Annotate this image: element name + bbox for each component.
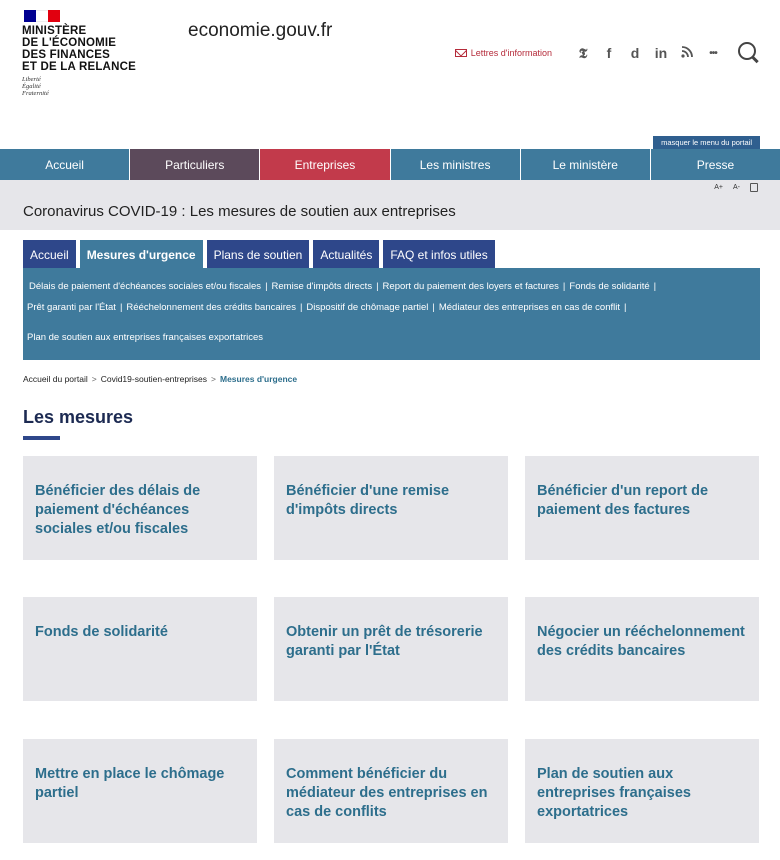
header-tools [455, 42, 760, 64]
linkedin-icon[interactable]: in [654, 45, 668, 61]
republic-motto: Liberté Égalité Fraternité [22, 76, 49, 97]
measure-card[interactable] [525, 739, 759, 843]
measure-card-title: Plan de soutien aux entreprises françaises exportatrices [537, 766, 691, 820]
rss-icon[interactable] [674, 46, 700, 61]
decrease-font-button[interactable]: A- [733, 184, 740, 191]
increase-font-button[interactable]: A+ [714, 184, 723, 191]
page-title: Les mesures [23, 407, 134, 427]
government-logo[interactable] [22, 10, 152, 97]
measure-card-title: Bénéficier d'un report de paiement des factures [537, 483, 709, 518]
measure-card[interactable] [274, 739, 508, 843]
measure-card-title: Bénéficier d'une remise d'impôts directs [286, 483, 450, 518]
nav-ministres[interactable]: Les ministres [391, 149, 521, 180]
measure-card-title: Comment bénéficier du médiateur des entreprises en cas de conflits [286, 766, 488, 820]
tab-plans-soutien[interactable]: Plans de soutien [207, 240, 310, 269]
facebook-icon[interactable]: f [606, 45, 612, 61]
twitter-icon[interactable]: 𝕿 [578, 44, 588, 61]
print-icon[interactable] [750, 183, 758, 192]
measure-card-title: Bénéficier des délais de paiement d'échéances sociales et/ou fiscales [35, 483, 201, 537]
nav-presse[interactable]: Presse [651, 149, 780, 180]
newsletter-link[interactable] [455, 48, 552, 58]
breadcrumb: Accueil du portail > Covid19-soutien-entreprises > Mesures d'urgence [23, 374, 298, 384]
breadcrumb-current: Mesures d'urgence [219, 374, 298, 384]
measure-card[interactable] [23, 739, 257, 843]
sub-links-panel: Délais de paiement d'échéances sociales et/ou fiscales | Remise d'impôts directs | Report du paiement des loyers et factures | Fonds de solidarité | Prêt garanti par l'État | Rééchelonnement des crédits bancaires | Dispositif de chômage partiel | Médiateur des entreprises en cas de conflit | Plan de soutien aux entreprises françaises exportatrices [23, 268, 760, 360]
measure-card-title: Obtenir un prêt de trésorerie garanti par l'État [286, 624, 483, 659]
more-icon[interactable]: ••• [709, 47, 717, 59]
sub-link-reechelonnement[interactable]: Rééchelonnement des crédits bancaires [126, 302, 296, 313]
sub-link-report[interactable]: Report du paiement des loyers et factures [382, 281, 559, 292]
title-underline [23, 436, 60, 440]
sub-link-mediateur[interactable]: Médiateur des entreprises en cas de conflit [438, 302, 620, 313]
dailymotion-icon[interactable]: d [630, 45, 640, 61]
measure-card-title: Fonds de solidarité [35, 624, 168, 640]
sub-link-fonds[interactable]: Fonds de solidarité [569, 281, 650, 292]
section-tabs [23, 240, 499, 269]
tab-accueil[interactable]: Accueil [23, 240, 76, 269]
nav-entreprises[interactable]: Entreprises [260, 149, 390, 180]
sub-link-pret[interactable]: Prêt garanti par l'État [27, 302, 116, 313]
hide-portal-menu-button[interactable]: masquer le menu du portail [653, 136, 760, 149]
site-name-link[interactable]: economie.gouv.fr [188, 20, 333, 41]
measure-card[interactable] [274, 456, 508, 560]
nav-home[interactable]: Accueil [0, 149, 130, 180]
tab-actualites[interactable]: Actualités [313, 240, 379, 269]
measure-card-title: Mettre en place le chômage partiel [35, 766, 225, 801]
ministry-name: MINISTÈRE DE L'ÉCONOMIE DES FINANCES ET DE LA RELANCE [22, 25, 136, 73]
tab-mesures-urgence[interactable]: Mesures d'urgence [80, 240, 203, 269]
nav-particuliers[interactable]: Particuliers [130, 149, 260, 180]
sub-link-plan-export[interactable]: Plan de soutien aux entreprises françaises exportatrices [27, 332, 264, 343]
newsletter-label: Lettres d'information [470, 48, 552, 58]
measure-card[interactable] [23, 456, 257, 560]
mail-icon [455, 49, 467, 57]
measure-card[interactable] [525, 456, 759, 560]
breadcrumb-home[interactable]: Accueil du portail [23, 374, 88, 384]
measure-card[interactable] [274, 597, 508, 701]
measure-card[interactable] [23, 597, 257, 701]
breadcrumb-covid[interactable]: Covid19-soutien-entreprises [100, 374, 208, 384]
main-navigation [0, 149, 780, 180]
sub-link-chomage[interactable]: Dispositif de chômage partiel [306, 302, 429, 313]
font-size-tools [704, 183, 758, 192]
tab-faq[interactable]: FAQ et infos utiles [383, 240, 494, 269]
sub-link-delais[interactable]: Délais de paiement d'échéances sociales et/ou fiscales [29, 281, 262, 292]
measure-card[interactable] [525, 597, 759, 701]
section-title: Coronavirus COVID-19 : Les mesures de soutien aux entreprises [23, 203, 456, 220]
sub-link-remise[interactable]: Remise d'impôts directs [271, 281, 373, 292]
search-icon[interactable] [738, 42, 760, 64]
measure-card-title: Négocier un rééchelonnement des crédits bancaires [537, 624, 745, 659]
french-flag-icon [24, 10, 60, 22]
nav-ministere[interactable]: Le ministère [521, 149, 651, 180]
